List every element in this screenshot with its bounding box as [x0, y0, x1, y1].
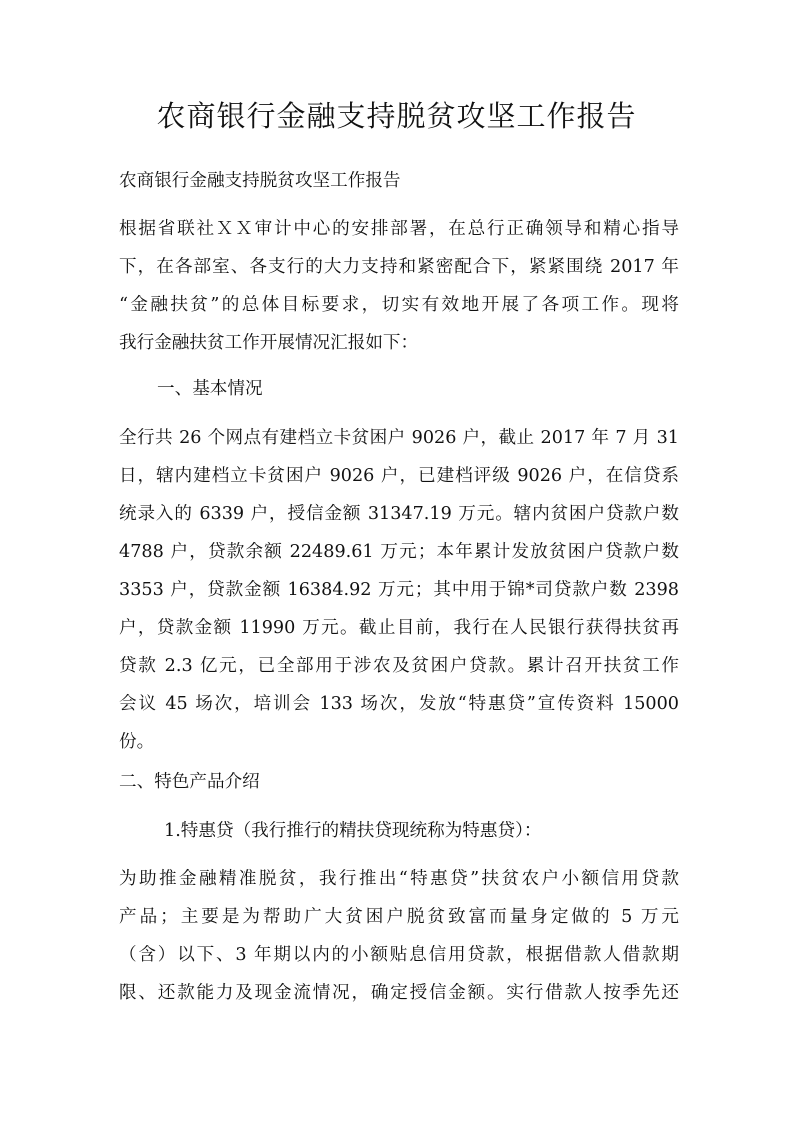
- body-line: 统录入的 6339 户，授信金额 31347.19 万元。辖内贫困户贷款户数: [119, 504, 679, 524]
- body-line: 日，辖内建档立卡贫困户 9026 户，已建档评级 9026 户，在信贷系: [119, 466, 679, 486]
- intro-line: “金融扶贫”的总体目标要求，切实有效地开展了各项工作。现将: [119, 295, 679, 315]
- section-heading-products: 二、特色产品介绍: [119, 772, 260, 792]
- page-title: 农商银行金融支持脱贫攻坚工作报告: [156, 99, 637, 133]
- intro-line: 我行金融扶贫工作开展情况汇报如下：: [119, 333, 419, 353]
- body-line: 贷款 2.3 亿元，已全部用于涉农及贫困户贷款。累计召开扶贫工作: [119, 656, 679, 676]
- body-line: 份。: [119, 732, 155, 752]
- document-subtitle: 农商银行金融支持脱贫攻坚工作报告: [119, 171, 401, 191]
- body-line: 限、还款能力及现金流情况，确定授信金额。实行借款人按季先还: [119, 983, 679, 1003]
- body-line: 4788 户，贷款余额 22489.61 万元；本年累计发放贫困户贷款户数: [119, 542, 679, 562]
- intro-line: 根据省联社ＸＸ审计中心的安排部署，在总行正确领导和精心指导: [119, 219, 679, 239]
- body-line: 全行共 26 个网点有建档立卡贫困户 9026 户，截止 2017 年 7 月 31: [119, 428, 679, 448]
- section-heading-basic: 一、基本情况: [157, 379, 263, 399]
- body-line: 产品；主要是为帮助广大贫困户脱贫致富而量身定做的 5 万元: [119, 907, 679, 927]
- body-line: 会议 45 场次，培训会 133 场次，发放“特惠贷”宣传资料 15000: [119, 694, 679, 714]
- subsection-heading: 1.特惠贷（我行推行的精扶贷现统称为特惠贷）：: [164, 821, 542, 841]
- body-line: 为助推金融精准脱贫，我行推出“特惠贷”扶贫农户小额信用贷款: [119, 869, 679, 889]
- body-line: 3353 户，贷款金额 16384.92 万元；其中用于锦*司贷款户数 2398: [119, 580, 679, 600]
- body-line: 户，贷款金额 11990 万元。截止目前，我行在人民银行获得扶贫再: [119, 618, 679, 638]
- intro-line: 下，在各部室、各支行的大力支持和紧密配合下，紧紧围绕 2017 年: [119, 257, 679, 277]
- body-line: （含）以下、3 年期以内的小额贴息信用贷款，根据借款人借款期: [119, 945, 679, 965]
